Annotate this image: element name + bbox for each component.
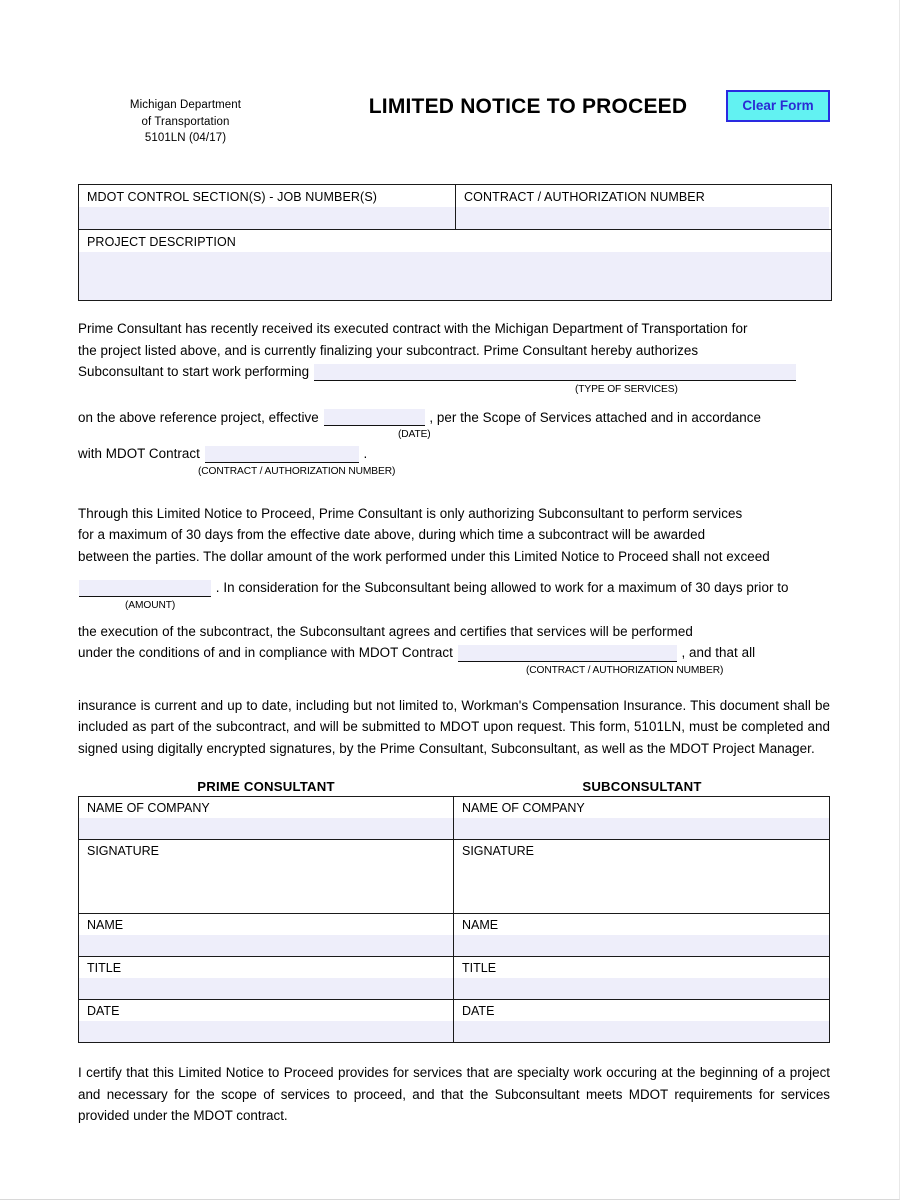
paragraph-amount [78,577,830,612]
signature-table [78,796,830,1043]
sub-title-input[interactable] [454,978,829,999]
prime-signature-label: SIGNATURE [79,840,453,861]
certification-paragraph: I certify that this Limited Notice to Proceed provides for services that are specialty work occuring at the beginning of a project and necessary for the scope of services to proceed, and that the Subconsultant meets MDOT requirements for services provided under the MDOT contract. [78,1065,830,1123]
table-row [79,914,829,957]
table-row [79,840,829,914]
sub-date-label: DATE [454,1000,829,1021]
paragraph-text: Subconsultant to start work performing [78,364,310,379]
prime-company-label: NAME OF COMPANY [79,797,453,818]
prime-date-input[interactable] [79,1021,453,1042]
sub-signature-label: SIGNATURE [454,840,829,861]
paragraph-line: for a maximum of 30 days from the effective date above, during which time a subcontract will be awarded [78,527,706,542]
control-section-input[interactable] [79,207,455,229]
table-row [79,957,829,1000]
prime-signature-input[interactable] [79,861,453,913]
paragraph-text: , and that all [681,645,756,660]
table-row [79,185,831,230]
paragraph-text: on the above reference project, effective [78,409,319,425]
prime-name-input[interactable] [79,935,453,956]
prime-company-cell [79,797,454,839]
prime-company-input[interactable] [79,818,453,839]
effective-date-input[interactable] [324,409,425,426]
mdot-contract-input[interactable] [205,446,359,463]
clear-form-button[interactable]: Clear Form [726,90,830,122]
date-caption: (DATE) [398,429,431,440]
prime-signature-cell [79,840,454,913]
project-description-input[interactable] [79,252,831,300]
control-section-cell [79,185,456,229]
paragraph-insurance: insurance is current and up to date, including but not limited to, Workman's Compensation Insurance. This document shall be included as part of the subcontract, and will be submitted to MDOT upon request. This form, 5101LN, must be completed and signed using digitally encrypted signatures, by the Prime Consultant, Subconsultant, as well as the MDOT Project Manager. [78,697,830,756]
sub-signature-cell [454,840,829,913]
contract-number-input[interactable] [456,207,829,229]
sub-company-label: NAME OF COMPANY [454,797,829,818]
paragraph-authorization [78,318,830,396]
prime-date-cell [79,1000,454,1042]
project-description-label: PROJECT DESCRIPTION [79,230,831,252]
field-caption-row [78,664,830,677]
form-number: 5101LN (04/17) [144,132,227,144]
paragraph-text: under the conditions of and in compliance with MDOT Contract [78,645,453,660]
project-description-cell [79,230,831,300]
paragraph-compliance [78,621,830,677]
paragraph-line-with-field [78,642,830,664]
contract-number-label: CONTRACT / AUTHORIZATION NUMBER [456,185,829,207]
paragraph-line: Prime Consultant has recently received its executed contract with the Michigan Department of Transportation for [78,321,748,336]
sub-name-input[interactable] [454,935,829,956]
sub-date-cell [454,1000,829,1042]
prime-title-label: TITLE [79,957,453,978]
sub-signature-input[interactable] [454,861,829,913]
paragraph-text: , per the Scope of Services attached and in accordance [429,409,762,425]
table-row [79,230,831,300]
paragraph-line: between the parties. The dollar amount of the work performed under this Limited Notice to Proceed shall not exceed [78,548,770,564]
project-info-table [78,184,832,301]
sub-title-label: TITLE [454,957,829,978]
paragraph-text: . [363,446,368,461]
paragraph-line-with-field [78,407,830,429]
subconsultant-heading: SUBCONSULTANT [582,779,702,794]
prime-title-input[interactable] [79,978,453,999]
paragraph-line-with-field [78,361,830,383]
type-of-services-caption: (TYPE OF SERVICES) [575,383,678,395]
form-header [78,84,830,170]
sub-company-input[interactable] [454,818,829,839]
control-section-label: MDOT CONTROL SECTION(S) - JOB NUMBER(S) [79,185,455,207]
form-sheet [78,0,830,1127]
paragraph-effective-date [78,407,830,478]
field-caption-row [78,599,830,612]
prime-consultant-heading: PRIME CONSULTANT [197,779,335,794]
amount-caption: (AMOUNT) [125,599,176,611]
sub-date-input[interactable] [454,1021,829,1042]
contract-number-cell [456,185,829,229]
mdot-contract-compliance-input[interactable] [458,645,677,662]
table-row [79,797,829,840]
contract-caption: (CONTRACT / AUTHORIZATION NUMBER) [198,465,396,477]
sub-name-cell [454,914,829,956]
paragraph-line: the project listed above, and is currently finalizing your subcontract. Prime Consultant hereby authorizes [78,342,699,358]
sub-title-cell [454,957,829,999]
prime-date-label: DATE [79,1000,453,1021]
sub-name-label: NAME [454,914,829,935]
prime-name-label: NAME [79,914,453,935]
prime-title-cell [79,957,454,999]
paragraph-text: with MDOT Contract [78,446,200,461]
paragraph-line: the execution of the subcontract, the Subconsultant agrees and certifies that services will be performed [78,623,693,639]
agency-line-1: Michigan Department [129,99,242,111]
paragraph-line: Through this Limited Notice to Proceed, Prime Consultant is only authorizing Subconsultant to perform services [78,505,743,521]
agency-identification [78,97,293,147]
agency-line-2: of Transportation [141,115,230,128]
amount-input[interactable] [79,580,211,597]
signature-headings [78,779,830,796]
type-of-services-input[interactable] [314,364,796,381]
contract-compliance-caption: (CONTRACT / AUTHORIZATION NUMBER) [526,664,724,676]
field-caption-row [78,465,830,478]
table-row [79,1000,829,1042]
sub-company-cell [454,797,829,839]
field-caption-row [78,383,830,396]
paragraph-terms [78,503,830,568]
paragraph-text: . In consideration for the Subconsultant being allowed to work for a maximum of 30 days prior to [215,580,789,595]
prime-name-cell [79,914,454,956]
paragraph-line-with-field [78,443,830,465]
paragraph-line-with-field [78,577,830,599]
field-caption-row [78,428,830,441]
page-title: LIMITED NOTICE TO PROCEED [368,95,688,118]
